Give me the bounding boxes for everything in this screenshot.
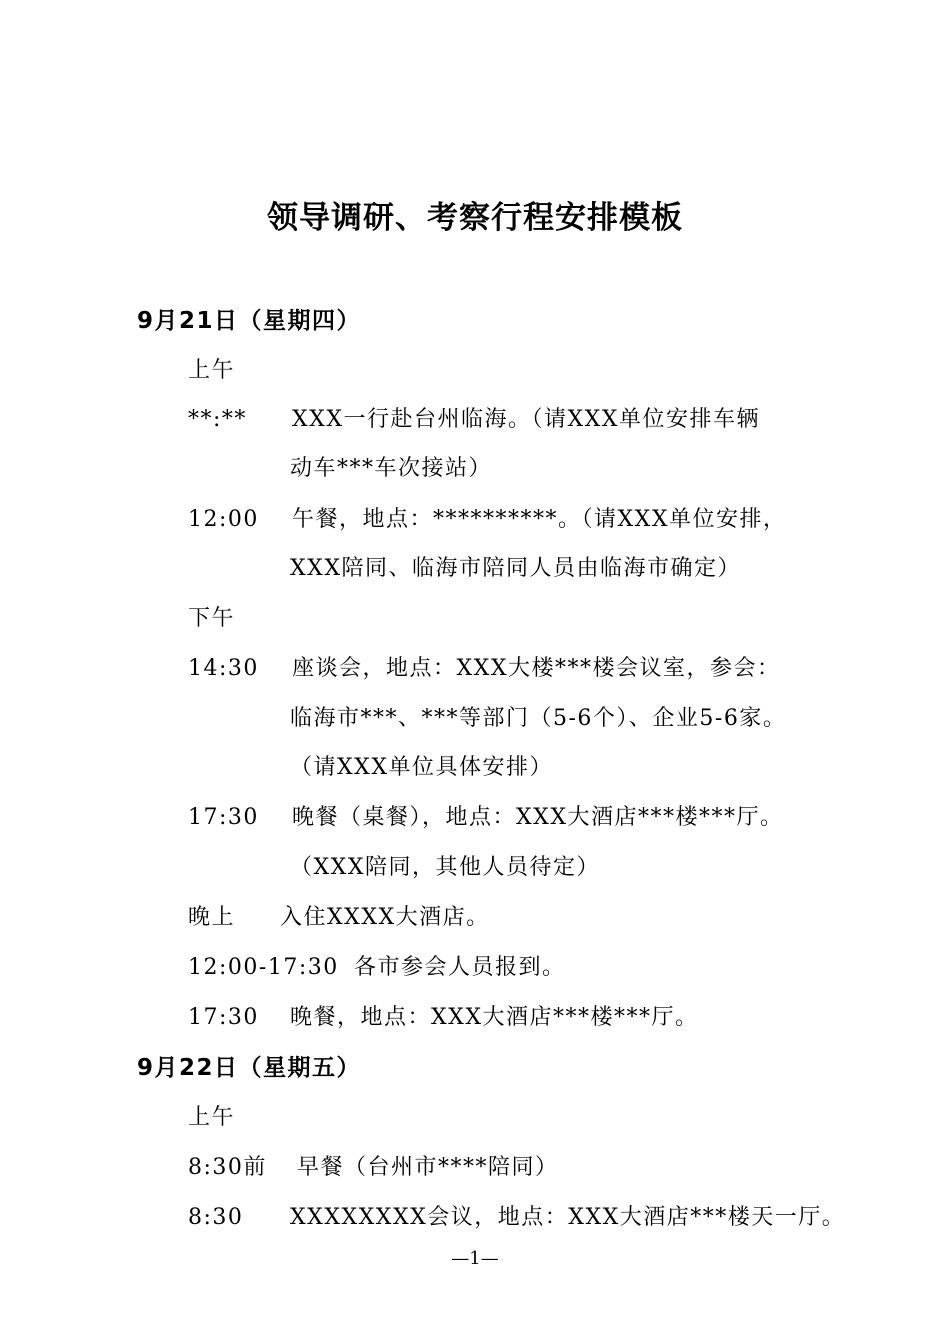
day-heading: 9月21日（星期四） (137, 308, 362, 334)
schedule-time: 12:00-17:30 (188, 955, 339, 980)
schedule-text-continued: 动车***车次接站） (290, 456, 493, 481)
schedule-time: **:** (188, 407, 247, 432)
schedule-text-continued: （请XXX单位具体安排） (290, 755, 553, 780)
page-number: —1— (451, 1248, 499, 1269)
period-label: 上午 (188, 358, 236, 383)
day-heading: 9月22日（星期五） (137, 1055, 362, 1081)
schedule-text: 座谈会，地点：XXX大楼***楼会议室，参会： (292, 656, 781, 681)
schedule-time: 14:30 (188, 656, 259, 681)
schedule-text: 晚餐（桌餐），地点：XXX大酒店***楼***厅。 (292, 805, 784, 830)
schedule-text-continued: （XXX陪同，其他人员待定） (290, 855, 600, 880)
period-label: 下午 (188, 606, 236, 631)
schedule-text: 各市参会人员报到。 (354, 955, 566, 980)
schedule-text: 入住XXXX大酒店。 (280, 905, 490, 930)
page-title: 领导调研、考察行程安排模板 (267, 200, 683, 236)
schedule-time: 8:30前 (188, 1155, 267, 1180)
schedule-text-continued: 临海市***、***等部门（5-6个）、企业5-6家。 (290, 706, 787, 731)
schedule-text: 午餐，地点：**********。（请XXX单位安排， (292, 507, 787, 532)
schedule-time: 17:30 (188, 805, 259, 830)
schedule-text: XXXXXXXX会议，地点：XXX大酒店***楼天一厅。 (290, 1205, 846, 1230)
schedule-text: 早餐（台州市****陪同） (297, 1155, 559, 1180)
period-label: 晚上 (188, 905, 236, 930)
schedule-text-continued: XXX陪同、临海市陪同人员由临海市确定） (290, 556, 741, 581)
schedule-time: 12:00 (188, 507, 259, 532)
schedule-time: 17:30 (188, 1005, 259, 1030)
schedule-text: 晚餐，地点：XXX大酒店***楼***厅。 (290, 1005, 699, 1030)
schedule-text: XXX一行赴台州临海。（请XXX单位安排车辆 (292, 407, 760, 432)
schedule-time: 8:30 (188, 1205, 244, 1230)
period-label: 上午 (188, 1105, 236, 1130)
